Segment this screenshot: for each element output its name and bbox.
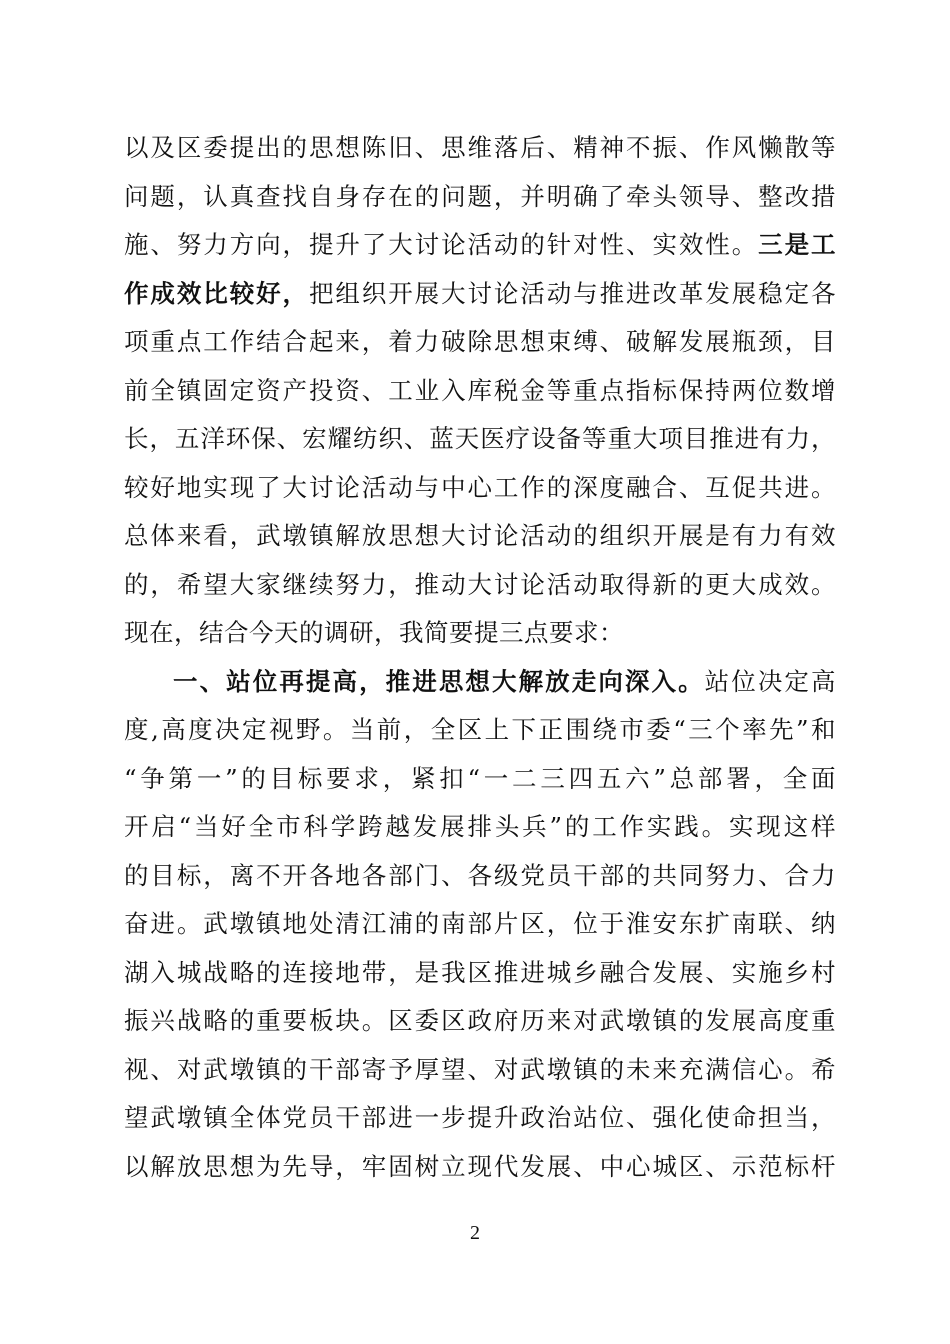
text-segment: 望武墩镇全体党员干部进一步提升政治站位、强化使命担当，	[124, 1103, 836, 1132]
text-line	[124, 124, 836, 173]
text-segment: 度,高度决定视野。当前，全区上下正围绕市委“三个率先”和	[124, 715, 836, 744]
text-line	[124, 609, 836, 658]
text-segment: 站位决定高	[704, 666, 836, 696]
text-segment: 开启“当好全市科学跨越发展排头兵”的工作实践。实现这样	[124, 812, 836, 841]
text-line	[124, 318, 836, 367]
text-line	[124, 173, 836, 222]
text-segment: 湖入城战略的连接地带，是我区推进城乡融合发展、实施乡村	[124, 957, 836, 987]
text-segment: 振兴战略的重要板块。区委区政府历来对武墩镇的发展高度重	[124, 1006, 836, 1035]
body-text	[124, 124, 836, 1191]
text-line	[124, 706, 836, 755]
text-segment: 的，希望大家继续努力，推动大讨论活动取得新的更大成效。	[124, 569, 836, 599]
page-number: 2	[470, 1222, 480, 1244]
text-line	[124, 803, 836, 852]
text-line	[124, 1046, 836, 1095]
text-segment: 的目标，离不开各地各部门、各级党员干部的共同努力、合力	[124, 860, 836, 890]
text-segment: 前全镇固定资产投资、工业入库税金等重点指标保持两位数增	[124, 375, 836, 405]
bold-text-segment: 三是工	[758, 230, 836, 259]
text-segment: 现在，结合今天的调研，我简要提三点要求：	[124, 618, 624, 647]
text-line	[124, 367, 836, 416]
text-line	[124, 997, 836, 1046]
text-segment: 奋进。武墩镇地处清江浦的南部片区，位于淮安东扩南联、纳	[124, 909, 836, 938]
text-segment: 总体来看，武墩镇解放思想大讨论活动的组织开展是有力有效	[124, 521, 836, 550]
text-line	[124, 512, 836, 561]
text-line	[124, 270, 836, 319]
text-line	[124, 949, 836, 998]
text-line	[124, 852, 836, 901]
text-line	[124, 900, 836, 949]
text-line	[124, 755, 836, 804]
text-segment: 视、对武墩镇的干部寄予厚望、对武墩镇的未来充满信心。希	[124, 1054, 836, 1084]
text-segment: 较好地实现了大讨论活动与中心工作的深度融合、互促共进。	[124, 472, 836, 502]
text-line	[124, 1143, 836, 1192]
text-segment: “争第一”的目标要求，紧扣“一二三四五六”总部署，全面	[124, 763, 836, 793]
bold-text-segment: 作成效比较好，	[124, 278, 309, 308]
text-segment: 问题，认真查找自身存在的问题，并明确了牵头领导、整改措	[124, 181, 836, 211]
text-line	[124, 464, 836, 513]
text-segment: 长，五洋环保、宏耀纺织、蓝天医疗设备等重大项目推进有力，	[124, 424, 836, 453]
text-segment: 以解放思想为先导，牢固树立现代发展、中心城区、示范标杆	[124, 1151, 836, 1181]
text-segment: 施、努力方向，提升了大讨论活动的针对性、实效性。	[124, 230, 759, 259]
text-line	[124, 658, 836, 707]
text-segment: 以及区委提出的思想陈旧、思维落后、精神不振、作风懒散等	[124, 133, 836, 162]
bold-text-segment: 一、站位再提高，推进思想大解放走向深入。	[173, 666, 705, 696]
text-line	[124, 561, 836, 610]
text-line	[124, 1094, 836, 1143]
text-segment: 项重点工作结合起来，着力破除思想束缚、破解发展瓶颈，目	[124, 327, 836, 356]
text-line	[124, 415, 836, 464]
text-segment: 把组织开展大讨论活动与推进改革发展稳定各	[308, 278, 836, 308]
text-line	[124, 221, 836, 270]
